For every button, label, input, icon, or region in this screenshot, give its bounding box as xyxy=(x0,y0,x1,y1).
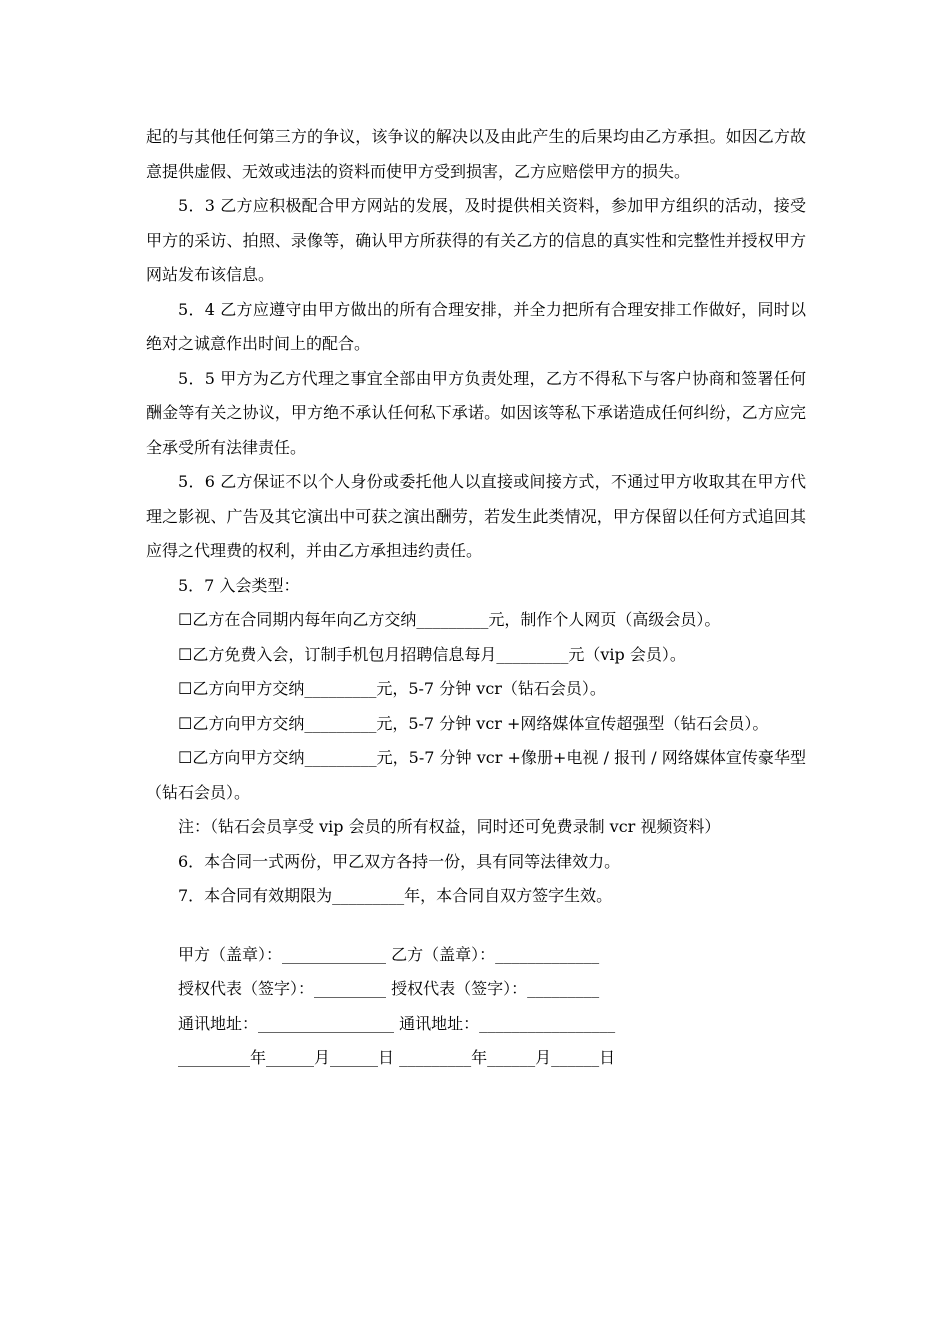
signature-address-line: 通讯地址：_________________ 通讯地址：_________________ xyxy=(178,1013,616,1033)
membership-option-senior: ☐乙方在合同期内每年向乙方交纳_________元，制作个人网页（高级会员）。 xyxy=(178,610,721,629)
membership-note: 注：（钻石会员享受 vip 会员的所有权益，同时还可免费录制 vcr 视频资料） xyxy=(178,817,721,836)
signature-representative-line: 授权代表（签字）：_________ 授权代表（签字）：_________ xyxy=(178,979,600,998)
document-body xyxy=(146,120,806,1076)
membership-option-diamond-super: ☐乙方向甲方交纳_________元，5-7 分钟 vcr +网络媒体宣传超强型（钻石会员）。 xyxy=(178,713,769,733)
clause-6: 6．本合同一式两份，甲乙双方各持一份，具有同等法律效力。 xyxy=(178,851,621,871)
clause-5-4: 5．4 乙方应遵守由甲方做出的所有合理安排，并全力把所有合理安排工作做好，同时以绝对之诚意作出时间上的配合。 xyxy=(146,299,806,353)
signature-block xyxy=(146,938,806,1076)
membership-option-vip: ☐乙方免费入会，订制手机包月招聘信息每月_________元（vip 会员）。 xyxy=(178,644,686,664)
clause-5-7: 5．7 入会类型： xyxy=(178,575,300,595)
clause-5-5: 5．5 甲方为乙方代理之事宜全部由甲方负责处理，乙方不得私下与客户协商和签署任何酬金等有关之协议，甲方绝不承认任何私下承诺。如因该等私下承诺造成任何纠纷，乙方应完全承受所有法律责任。 xyxy=(146,368,806,457)
clause-5-6: 5．6 乙方保证不以个人身份或委托他人以直接或间接方式，不通过甲方收取其在甲方代理之影视、广告及其它演出中可获之演出酬劳，若发生此类情况，甲方保留以任何方式追回其应得之代理费的权利，并由乙方承担违约责任。 xyxy=(146,472,806,560)
membership-option-diamond-basic: ☐乙方向甲方交纳_________元，5-7 分钟 vcr（钻石会员）。 xyxy=(178,679,606,698)
paragraph-continuation: 起的与其他任何第三方的争议，该争议的解决以及由此产生的后果均由乙方承担。如因乙方故意提供虚假、无效或违法的资料而使甲方受到损害，乙方应赔偿甲方的损失。 xyxy=(146,127,806,181)
clause-5-3: 5．3 乙方应积极配合甲方网站的发展，及时提供相关资料，参加甲方组织的活动，接受甲方的采访、拍照、录像等，确认甲方所获得的有关乙方的信息的真实性和完整性并授权甲方网站发布该信息。 xyxy=(146,196,806,284)
signature-date-line: _________年______月______日 _________年______月______日 xyxy=(178,1048,616,1067)
signature-party-line: 甲方（盖章）：_____________ 乙方（盖章）：_____________ xyxy=(178,944,600,964)
clause-7: 7．本合同有效期限为_________年，本合同自双方签字生效。 xyxy=(178,886,613,905)
membership-option-diamond-deluxe: ☐乙方向甲方交纳_________元，5-7 分钟 vcr +像册+电视 / 报刊 / 网络媒体宣传豪华型（钻石会员）。 xyxy=(146,748,806,802)
